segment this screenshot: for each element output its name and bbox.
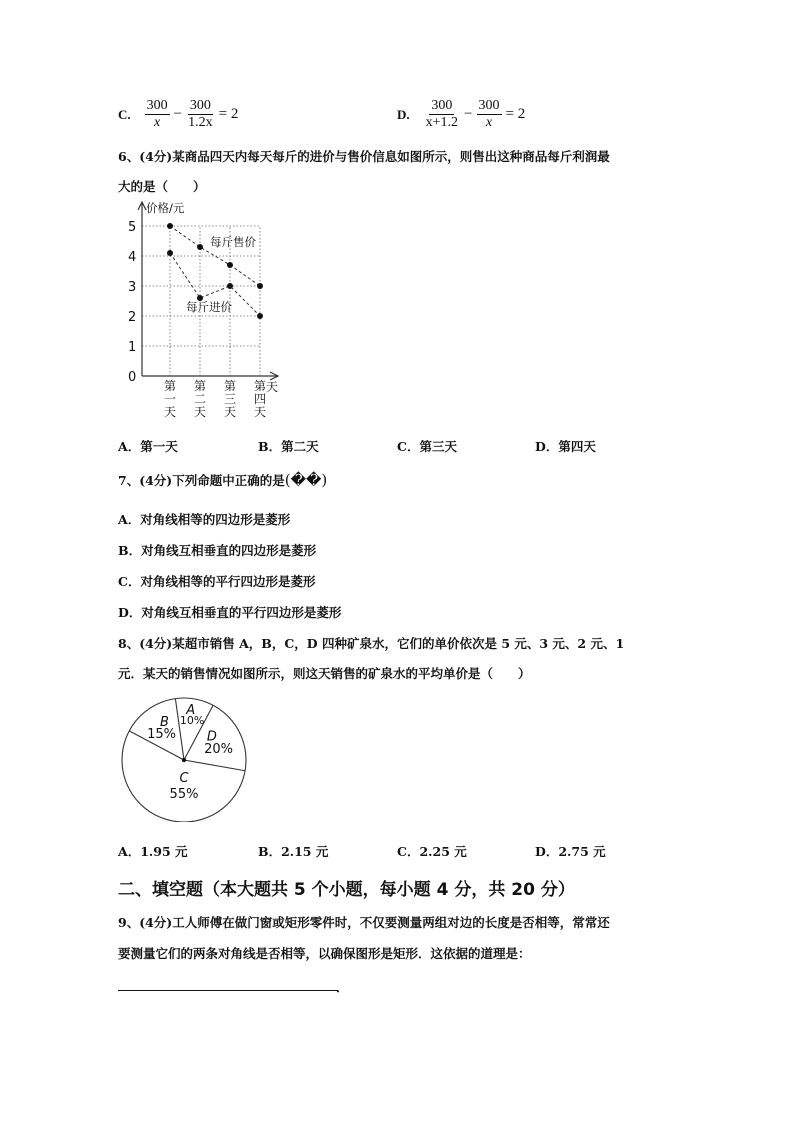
y-axis-label: 价格/元 <box>146 201 185 215</box>
x-tick-label: 第 <box>224 379 237 393</box>
q6-option-d[interactable]: D．第四天 <box>535 439 596 454</box>
series-label-sale: 每斤售价 <box>210 235 256 249</box>
data-point <box>257 283 263 289</box>
y-tick-label: 1 <box>128 340 137 355</box>
minus-sign: − <box>173 106 183 122</box>
q6-option-b[interactable]: B．第二天 <box>258 439 319 454</box>
q8-stem-line2: 元．某天的销售情况如图所示，则这天销售的矿泉水的平均单价是（ ） <box>118 666 531 681</box>
x-tick-label: 第 <box>194 379 207 393</box>
section-title: 二、填空题（本大题共 5 个小题，每小题 4 分，共 20 分） <box>118 880 575 900</box>
data-point <box>167 223 173 229</box>
answer-blank[interactable] <box>118 990 338 991</box>
y-tick-label: 2 <box>128 310 137 325</box>
data-point <box>227 262 233 268</box>
minus-sign: − <box>464 106 473 122</box>
option-d-label: D. <box>397 106 410 122</box>
slice-label: B <box>159 715 169 731</box>
slice-label: D <box>206 729 217 745</box>
slice-label: C <box>179 771 189 786</box>
x-axis-label: 天 <box>266 380 279 394</box>
y-tick-label: 0 <box>128 370 137 385</box>
equals-value: = 2 <box>218 106 239 122</box>
q9-stem-line1: 9、(4分)工人师傅在做门窗或矩形零件时，不仅要测量两组对边的长度是否相等，常常还 <box>118 915 610 930</box>
q8-stem-line1: 8、(4分)某超市销售 A，B，C，D 四种矿泉水，它们的单价依次是 5 元、3 元、2 元、1 <box>118 636 625 651</box>
x-tick-label: 四 <box>254 392 267 406</box>
fraction: $\frac{300}{x}$ <box>146 98 168 130</box>
data-point <box>167 250 173 256</box>
slice-label: A <box>186 703 196 719</box>
q7-stem <box>118 471 327 489</box>
x-tick-label: 一 <box>164 392 177 406</box>
x-tick-label: 天 <box>194 405 207 419</box>
y-tick-label: 5 <box>128 220 137 235</box>
q6-option-c[interactable]: C．第三天 <box>397 439 457 454</box>
equals-value: = 2 <box>505 106 526 122</box>
x-tick-label: 天 <box>224 405 237 419</box>
series-label-cost: 每斤进价 <box>186 300 232 314</box>
x-tick-label: 第 <box>254 379 267 393</box>
x-tick-label: 天 <box>164 405 177 419</box>
x-tick-label: 第 <box>164 379 177 393</box>
fraction: $\frac{300}{x}$ <box>478 98 500 130</box>
price-line-chart <box>118 198 293 423</box>
q5-option-c <box>118 98 238 131</box>
q6-stem-line1: 6、(4分)某商品四天内每天每斤的进价与售价信息如图所示，则售出这种商品每斤利润最 <box>118 149 610 164</box>
slice-value-label: 20% <box>204 742 234 758</box>
data-point <box>227 283 233 289</box>
q7-option-b[interactable]: B．对角线互相垂直的四边形是菱形 <box>118 543 317 558</box>
q9-end-period: ． <box>336 980 349 995</box>
slice-value-label: 15% <box>147 727 177 743</box>
y-tick-label: 3 <box>128 280 137 295</box>
x-tick-label: 天 <box>254 405 267 419</box>
sales-pie-chart <box>120 696 252 822</box>
q7-option-a[interactable]: A．对角线相等的四边形是菱形 <box>118 512 291 527</box>
fraction: $\frac{300}{1.2x}$ <box>188 98 213 130</box>
q7-paren: (��) <box>284 471 328 489</box>
q8-option-c[interactable]: C．2.25 元 <box>397 844 467 859</box>
x-tick-label: 三 <box>224 392 237 406</box>
y-tick-label: 4 <box>128 250 137 265</box>
q9-stem-line2: 要测量它们的两条对角线是否相等，以确保图形是矩形．这依据的道理是： <box>118 946 531 961</box>
q7-option-d[interactable]: D．对角线互相垂直的平行四边形是菱形 <box>118 605 342 620</box>
q7-option-c[interactable]: C．对角线相等的平行四边形是菱形 <box>118 574 316 589</box>
option-c-label: C. <box>118 106 131 122</box>
data-point <box>197 244 203 250</box>
q8-option-b[interactable]: B．2.15 元 <box>258 844 329 859</box>
slice-value-label: 55% <box>169 787 199 802</box>
data-point <box>257 313 263 319</box>
slice-value-label: 10% <box>179 714 205 728</box>
q5-option-d <box>397 98 525 131</box>
pie-center <box>182 758 186 762</box>
q8-option-d[interactable]: D．2.75 元 <box>535 844 606 859</box>
q8-option-a[interactable]: A．1.95 元 <box>118 844 188 859</box>
x-tick-label: 二 <box>194 392 207 406</box>
q7-stem-text: 7、(4分)下列命题中正确的是 <box>118 473 285 488</box>
fraction: $\frac{300}{x+1.2}$ <box>425 98 459 130</box>
q6-stem-line2: 大的是（ ） <box>118 179 206 194</box>
q6-option-a[interactable]: A．第一天 <box>118 439 178 454</box>
